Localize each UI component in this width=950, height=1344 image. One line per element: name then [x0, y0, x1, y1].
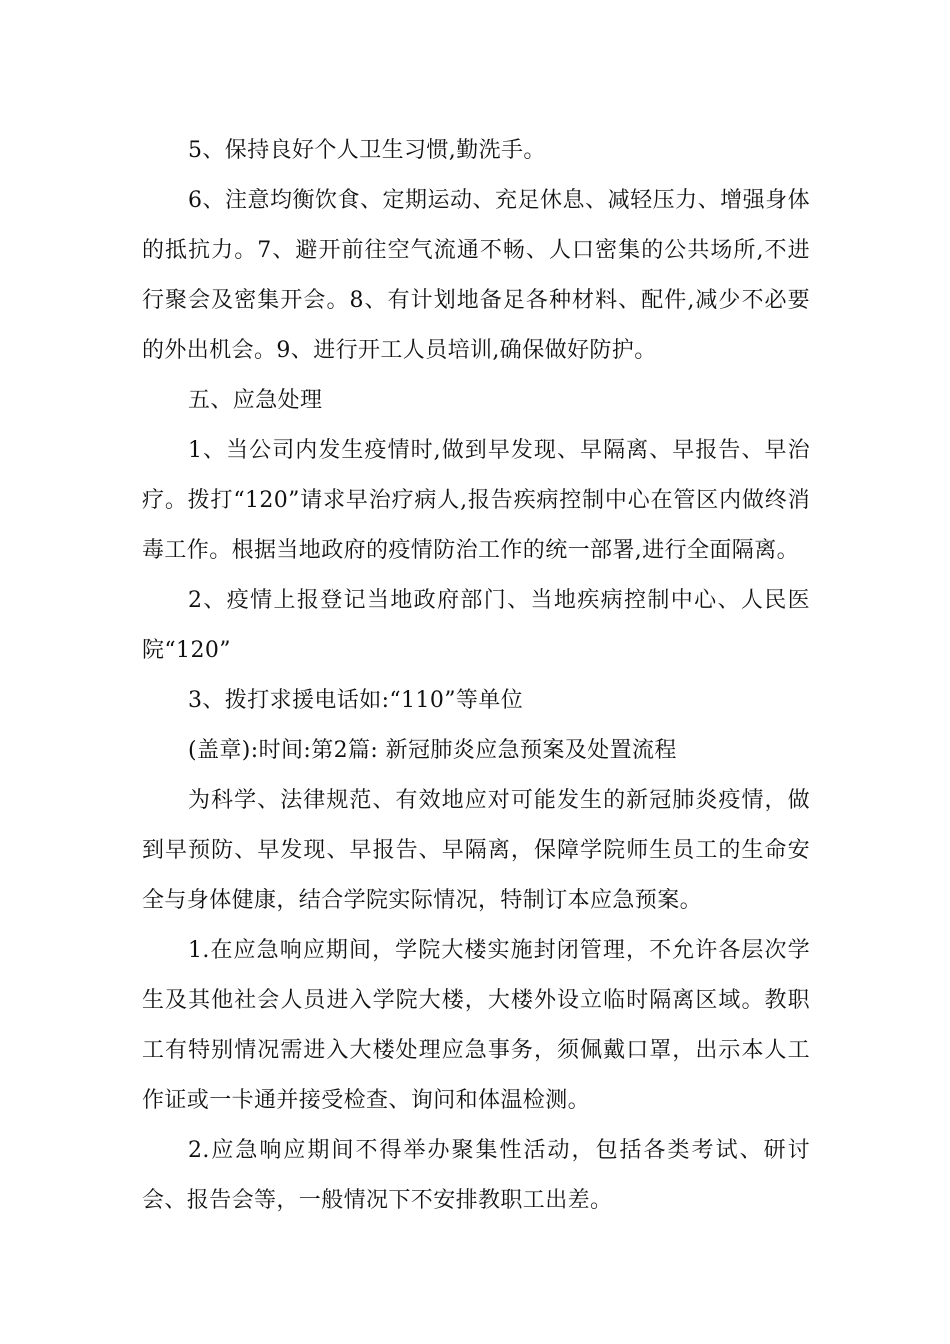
section-heading-emergency: 五、应急处理 — [188, 388, 323, 413]
paragraph-no-gatherings: 2.应急响应期间不得举办聚集性活动，包括各类考试、研讨会、报告会等，一般情况下不安排教职工出差。 — [142, 1138, 810, 1213]
document-body — [142, 126, 810, 1226]
paragraph-outbreak-response: 1、当公司内发生疫情时,做到早发现、早隔离、早报告、早治疗。拨打“120”请求早治疗病人,报告疾病控制中心在管区内做终消毒工作。根据当地政府的疫情防治工作的统一部署,进行全面隔离。 — [142, 438, 810, 563]
paragraph-stamp-and-title: (盖章):时间:第2篇: 新冠肺炎应急预案及处置流程 — [188, 738, 677, 763]
paragraph-hygiene: 5、保持良好个人卫生习惯,勤洗手。 — [188, 138, 546, 163]
paragraph-prevention-measures: 6、注意均衡饮食、定期运动、充足休息、减轻压力、增强身体的抵抗力。7、避开前往空气流通不畅、人口密集的公共场所,不进行聚会及密集开会。8、有计划地备足各种材料、配件,减少不必要的外出机会。9、进行开工人员培训,确保做好防护。 — [142, 188, 810, 363]
paragraph-reporting: 2、疫情上报登记当地政府部门、当地疾病控制中心、人民医院“120” — [142, 588, 810, 663]
paragraph-plan-intro: 为科学、法律规范、有效地应对可能发生的新冠肺炎疫情，做到早预防、早发现、早报告、早隔离，保障学院师生员工的生命安全与身体健康，结合学院实际情况，特制订本应急预案。 — [142, 788, 810, 913]
paragraph-building-closure: 1.在应急响应期间，学院大楼实施封闭管理，不允许各层次学生及其他社会人员进入学院大楼，大楼外设立临时隔离区域。教职工有特别情况需进入大楼处理应急事务，须佩戴口罩，出示本人工作证或一卡通并接受检查、询问和体温检测。 — [142, 938, 810, 1113]
paragraph-rescue-call: 3、拨打求援电话如:“110”等单位 — [188, 688, 524, 713]
